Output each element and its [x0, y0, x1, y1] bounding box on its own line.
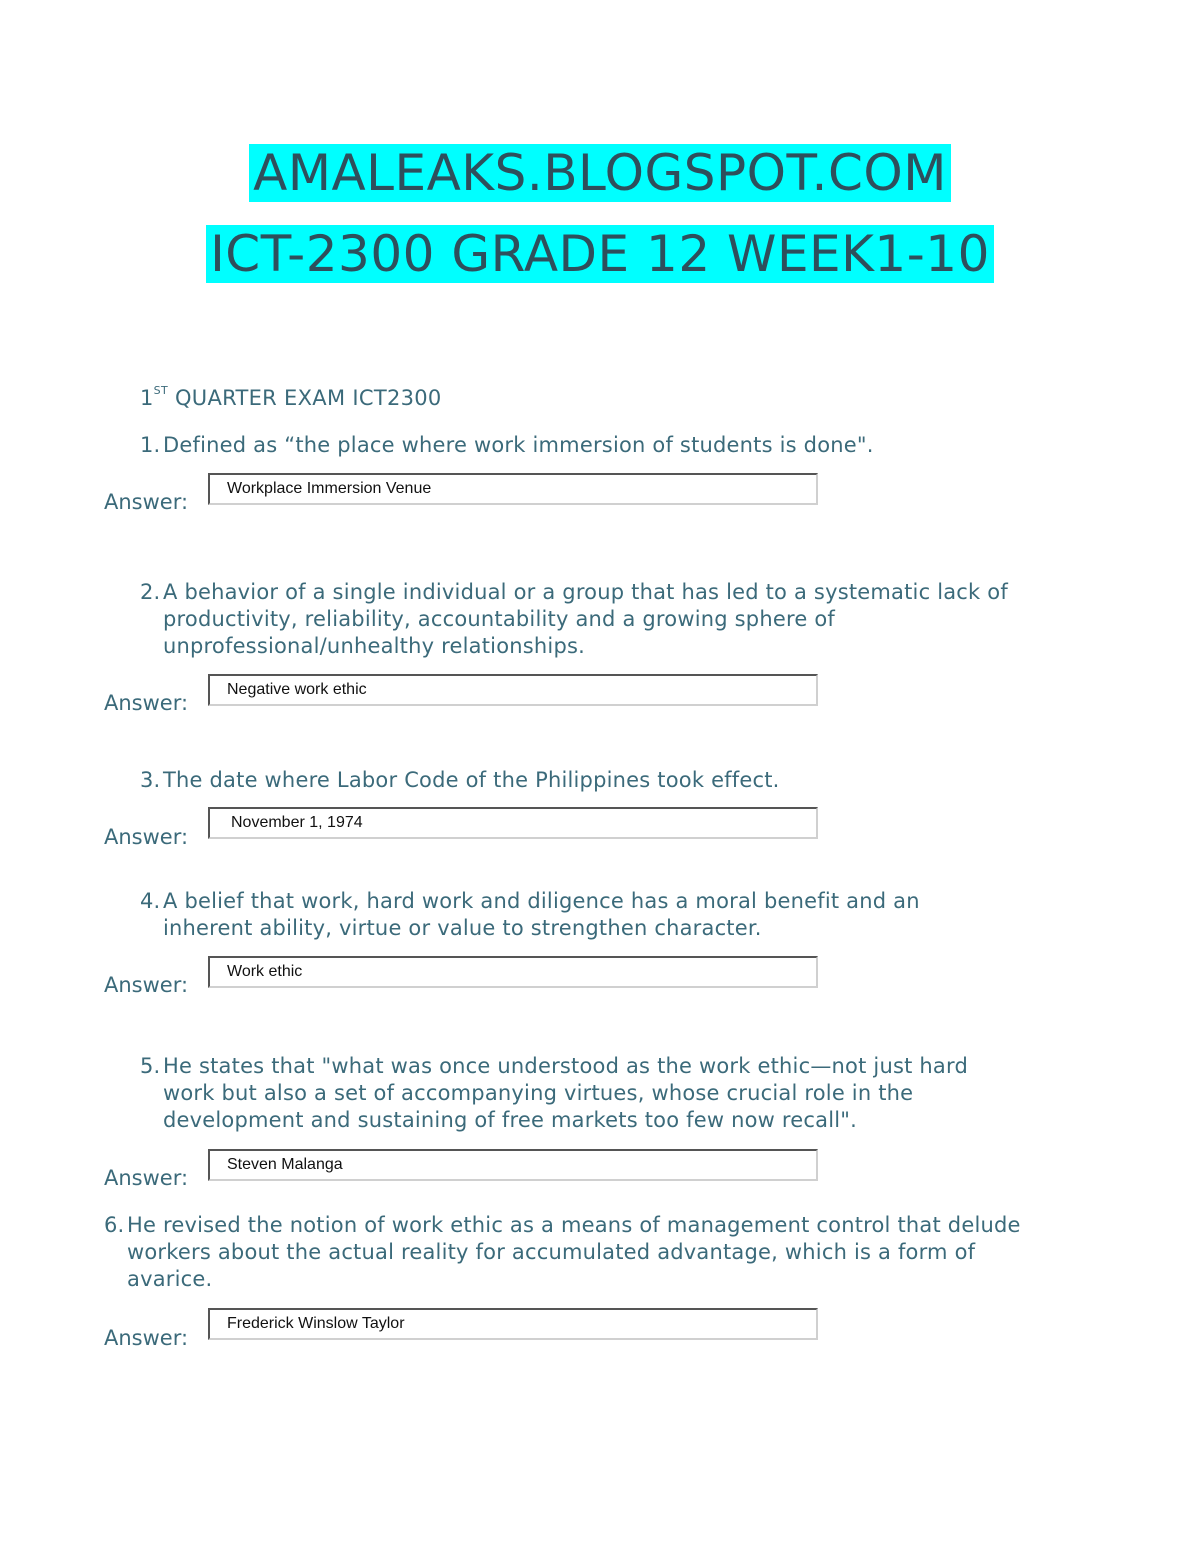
answer-label-4: Answer: — [104, 973, 189, 997]
answer-field-5[interactable]: Steven Malanga — [208, 1149, 818, 1181]
document-title: ICT-2300 GRADE 12 WEEK1-10 — [0, 224, 1200, 284]
answer-label-1: Answer: — [104, 490, 189, 514]
answer-label-5: Answer: — [104, 1166, 189, 1190]
question-6: 6. He revised the notion of work ethic as a means of management control that delude workers about the actual reality for accumulated advantage, which is a form of avarice. — [104, 1213, 1021, 1291]
answer-label-3: Answer: — [104, 825, 189, 849]
question-3: 3. The date where Labor Code of the Philippines took effect. — [140, 768, 780, 792]
question-2: 2. A behavior of a single individual or a group that has led to a systematic lack of productivity, reliability, accountability and a growing sphere of unprofessional/unhealthy relationships. — [140, 580, 1008, 658]
answer-field-3[interactable]: November 1, 1974 — [208, 807, 818, 839]
answer-field-4[interactable]: Work ethic — [208, 956, 818, 988]
answer-field-1[interactable]: Workplace Immersion Venue — [208, 473, 818, 505]
answer-label-6: Answer: — [104, 1326, 189, 1350]
answer-field-2[interactable]: Negative work ethic — [208, 674, 818, 706]
question-5: 5. He states that "what was once understood as the work ethic—not just hard work but also a set of accompanying virtues, whose crucial role in the development and sustaining of free markets too few now recall". — [140, 1054, 968, 1132]
question-4: 4. A belief that work, hard work and diligence has a moral benefit and an inherent ability, virtue or value to strengthen character. — [140, 889, 920, 940]
site-title: AMALEAKS.BLOGSPOT.COM — [0, 143, 1200, 203]
section-heading: 1ST QUARTER EXAM ICT2300 — [140, 384, 442, 410]
answer-label-2: Answer: — [104, 691, 189, 715]
answer-field-6[interactable]: Frederick Winslow Taylor — [208, 1308, 818, 1340]
question-1: 1. Defined as “the place where work immersion of students is done". — [140, 433, 874, 457]
